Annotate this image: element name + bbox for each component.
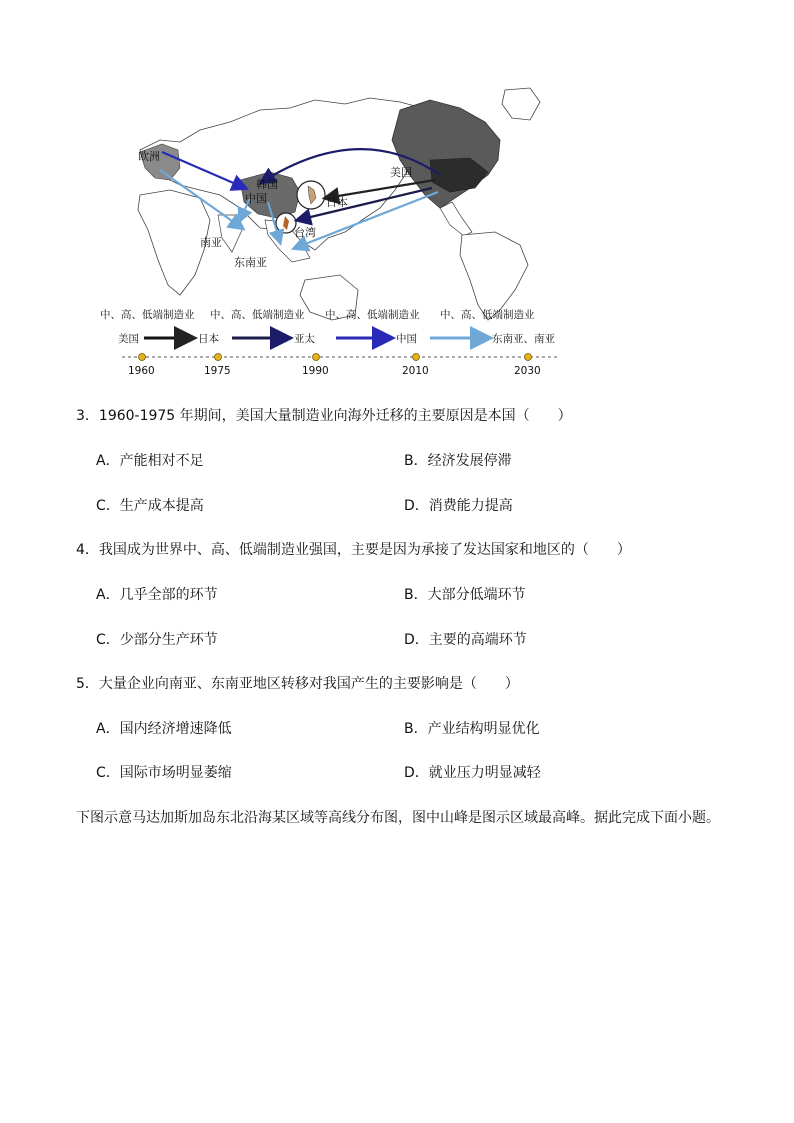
question-4-option-d[interactable]: D．主要的高端环节: [404, 632, 527, 648]
year-1975: 1975: [204, 365, 231, 377]
stage-caption-2: 中、高、低端制造业: [210, 309, 305, 321]
stage-caption-3: 中、高、低端制造业: [325, 309, 420, 321]
year-2030: 2030: [514, 365, 541, 377]
world-map-svg: [100, 80, 580, 380]
intro-paragraph: 下图示意马达加斯加岛东北沿海某区域等高线分布图，图中山峰是图示区域最高峰。据此完成下面小题。: [76, 810, 720, 826]
central-america-landmass: [440, 202, 472, 236]
question-5-option-d[interactable]: D．就业压力明显减轻: [404, 765, 541, 781]
label-korea: 韩国: [256, 178, 278, 191]
question-3-option-b[interactable]: B．经济发展停滞: [404, 453, 512, 469]
stage-1-from: 美国: [118, 333, 139, 345]
label-japan: 日本: [326, 196, 348, 209]
label-europe: 欧洲: [138, 150, 160, 163]
stage-2-to: 亚太: [294, 333, 315, 345]
question-4-option-b[interactable]: B．大部分低端环节: [404, 587, 526, 603]
stage-caption-1: 中、高、低端制造业: [100, 309, 195, 321]
label-south-asia: 南亚: [200, 236, 222, 249]
label-china: 中国: [245, 192, 267, 205]
question-3-option-a[interactable]: A．产能相对不足: [96, 453, 204, 469]
greenland-landmass: [502, 88, 540, 120]
question-3-stem: 3．1960-1975 年期间，美国大量制造业向海外迁移的主要原因是本国（ ）: [76, 408, 572, 424]
question-5-option-c[interactable]: C．国际市场明显萎缩: [96, 765, 232, 781]
label-usa: 美国: [390, 166, 412, 179]
label-southeast-asia: 东南亚: [234, 256, 267, 269]
year-2010: 2010: [402, 365, 429, 377]
year-1960: 1960: [128, 365, 155, 377]
south-america-landmass: [460, 232, 528, 320]
industry-transfer-map-figure: [100, 80, 580, 380]
stage-1-to: 日本: [198, 333, 219, 345]
question-4-stem: 4．我国成为世界中、高、低端制造业强国，主要是因为承接了发达国家和地区的（ ）: [76, 542, 631, 558]
question-3-option-d[interactable]: D．消费能力提高: [404, 498, 513, 514]
question-4-option-c[interactable]: C．少部分生产环节: [96, 632, 218, 648]
question-5-option-a[interactable]: A．国内经济增速降低: [96, 721, 232, 737]
north-america-landmass: [392, 100, 500, 208]
stage-caption-4: 中、高、低端制造业: [440, 309, 535, 321]
question-5-option-b[interactable]: B．产业结构明显优化: [404, 721, 540, 737]
year-1990: 1990: [302, 365, 329, 377]
label-taiwan: 台湾: [294, 226, 316, 239]
question-3-option-c[interactable]: C．生产成本提高: [96, 498, 204, 514]
stage-3-to: 中国: [396, 333, 417, 345]
question-4-option-a[interactable]: A．几乎全部的环节: [96, 587, 218, 603]
stage-4-to: 东南亚、南亚: [492, 333, 555, 345]
question-5-stem: 5．大量企业向南亚、东南亚地区转移对我国产生的主要影响是（ ）: [76, 676, 519, 692]
